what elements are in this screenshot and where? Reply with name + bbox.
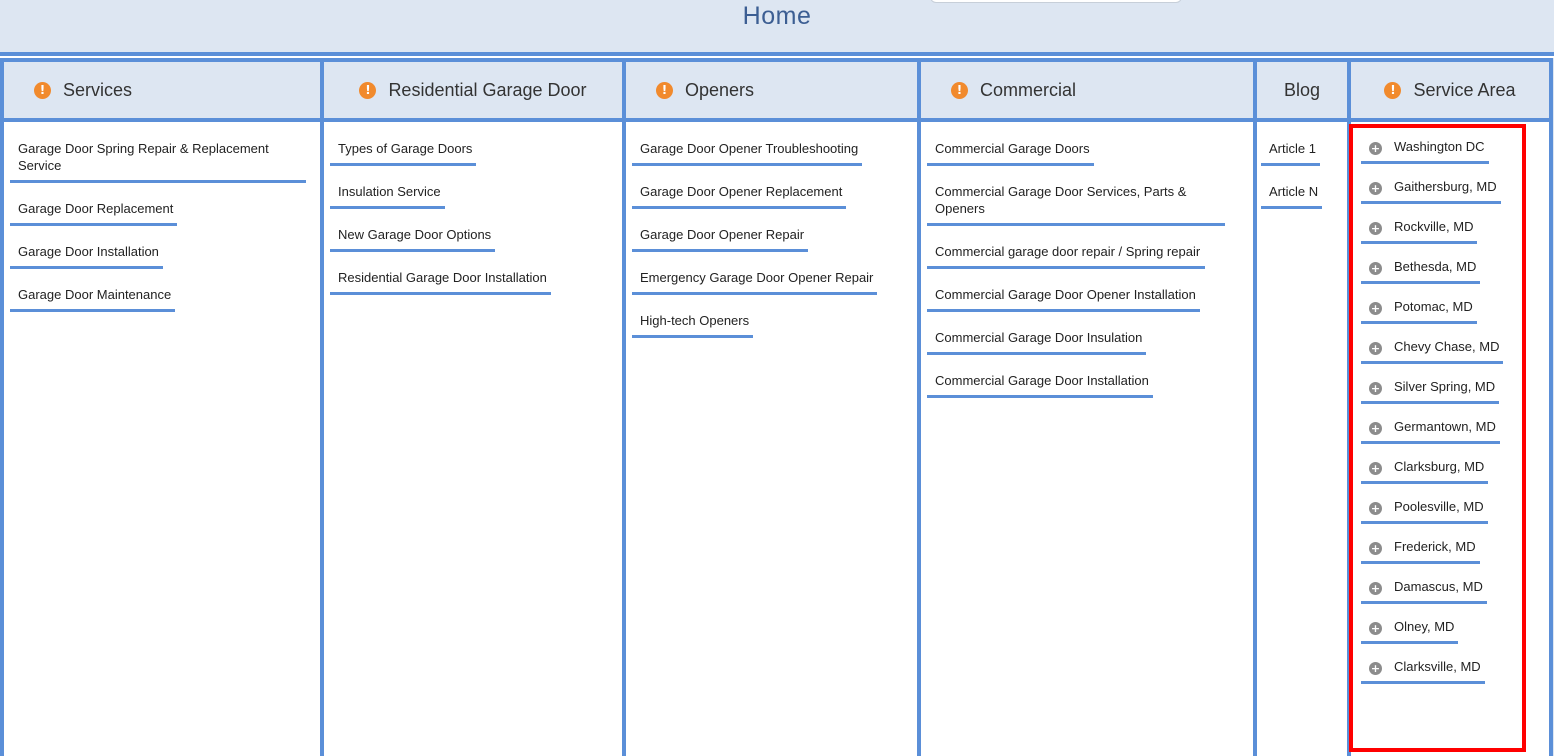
list-item[interactable]: Garage Door Opener Repair [632, 224, 808, 252]
list-item[interactable]: Insulation Service [330, 181, 445, 209]
list-item-label: Clarksburg, MD [1394, 459, 1485, 474]
column-header-blog[interactable] [1257, 58, 1347, 122]
plus-circle-icon[interactable]: + [1370, 502, 1381, 515]
list-item[interactable]: Commercial garage door repair / Spring repair [927, 241, 1205, 269]
list-item[interactable]: Article 1 [1261, 138, 1320, 166]
list-item-label: Bethesda, MD [1394, 259, 1477, 274]
column-title: Residential Garage Door [388, 79, 587, 100]
plus-circle-icon[interactable]: + [1370, 422, 1381, 435]
list-item[interactable]: Emergency Garage Door Opener Repair [632, 267, 877, 295]
list-item[interactable]: Commercial Garage Door Insulation [927, 327, 1146, 355]
list-item[interactable] [1361, 656, 1485, 684]
list-item-label: Poolesville, MD [1394, 499, 1484, 514]
column-items [921, 122, 1253, 756]
list-item[interactable]: Commercial Garage Door Installation [927, 370, 1153, 398]
plus-circle-icon[interactable]: + [1370, 622, 1381, 635]
list-item-label: Silver Spring, MD [1394, 379, 1496, 394]
plus-circle-icon[interactable]: + [1370, 222, 1381, 235]
list-item[interactable]: Commercial Garage Doors [927, 138, 1094, 166]
list-item[interactable] [1361, 616, 1458, 644]
column-residential-garage-door [320, 58, 626, 756]
warning-icon: ! [34, 82, 51, 99]
list-item[interactable]: Types of Garage Doors [330, 138, 476, 166]
list-item[interactable]: Garage Door Spring Repair & Replacement Service [10, 138, 306, 183]
column-items [1257, 122, 1347, 756]
column-items [626, 122, 917, 756]
list-item-label: Chevy Chase, MD [1394, 339, 1500, 354]
plus-circle-icon[interactable]: + [1370, 142, 1381, 155]
list-item[interactable] [1361, 296, 1477, 324]
column-header-commercial[interactable] [921, 58, 1253, 122]
list-item-label: Damascus, MD [1394, 579, 1483, 594]
column-title: Commercial [980, 79, 1077, 100]
column-title: Openers [685, 79, 755, 100]
next-column-edge [1549, 58, 1554, 756]
column-items [4, 122, 320, 756]
warning-icon: ! [656, 82, 673, 99]
list-item[interactable] [1361, 456, 1488, 484]
list-item-label: Frederick, MD [1394, 539, 1476, 554]
home-node[interactable]: Home [742, 2, 812, 30]
plus-circle-icon[interactable]: + [1370, 342, 1381, 355]
list-item[interactable]: Commercial Garage Door Opener Installation [927, 284, 1200, 312]
top-bar [0, 0, 1554, 56]
list-item[interactable]: Article N [1261, 181, 1322, 209]
list-item-label: Germantown, MD [1394, 419, 1496, 434]
column-title: Service Area [1413, 79, 1516, 100]
list-item-label: Potomac, MD [1394, 299, 1473, 314]
list-item[interactable]: New Garage Door Options [330, 224, 495, 252]
plus-circle-icon[interactable]: + [1370, 262, 1381, 275]
column-openers [622, 58, 921, 756]
column-service-area [1347, 58, 1553, 756]
list-item[interactable] [1361, 336, 1503, 364]
plus-circle-icon[interactable]: + [1370, 582, 1381, 595]
warning-icon: ! [359, 82, 376, 99]
column-commercial [917, 58, 1257, 756]
column-items [1351, 122, 1549, 756]
list-item[interactable]: Commercial Garage Door Services, Parts & Openers [927, 181, 1225, 226]
list-item-label: Gaithersburg, MD [1394, 179, 1497, 194]
list-item[interactable] [1361, 256, 1480, 284]
list-item[interactable] [1361, 136, 1489, 164]
list-item[interactable] [1361, 536, 1480, 564]
column-title: Blog [1283, 79, 1321, 100]
plus-circle-icon[interactable]: + [1370, 542, 1381, 555]
list-item[interactable] [1361, 496, 1488, 524]
column-header-services[interactable] [4, 58, 320, 122]
list-item[interactable]: Garage Door Opener Replacement [632, 181, 846, 209]
list-item[interactable]: Garage Door Installation [10, 241, 163, 269]
list-item[interactable]: High-tech Openers [632, 310, 753, 338]
column-header-openers[interactable] [626, 58, 917, 122]
column-header-residential-garage-door[interactable] [324, 58, 622, 122]
column-services [0, 58, 324, 756]
list-item[interactable]: Garage Door Replacement [10, 198, 177, 226]
plus-circle-icon[interactable]: + [1370, 662, 1381, 675]
warning-icon: ! [1384, 82, 1401, 99]
list-item-label: Clarksville, MD [1394, 659, 1481, 674]
list-item[interactable] [1361, 576, 1487, 604]
list-item[interactable]: Garage Door Maintenance [10, 284, 175, 312]
list-item-label: Olney, MD [1394, 619, 1455, 634]
column-title: Services [63, 79, 133, 100]
list-item[interactable]: Garage Door Opener Troubleshooting [632, 138, 862, 166]
plus-circle-icon[interactable]: + [1370, 462, 1381, 475]
column-blog [1253, 58, 1351, 756]
list-item-label: Rockville, MD [1394, 219, 1474, 234]
list-item[interactable] [1361, 416, 1500, 444]
column-header-service-area[interactable] [1351, 58, 1549, 122]
list-item[interactable] [1361, 216, 1477, 244]
list-item-label: Washington DC [1394, 139, 1485, 154]
plus-circle-icon[interactable]: + [1370, 382, 1381, 395]
warning-icon: ! [951, 82, 968, 99]
plus-circle-icon[interactable]: + [1370, 182, 1381, 195]
plus-circle-icon[interactable]: + [1370, 302, 1381, 315]
list-item[interactable] [1361, 376, 1499, 404]
list-item[interactable]: Residential Garage Door Installation [330, 267, 551, 295]
column-items [324, 122, 622, 756]
list-item[interactable] [1361, 176, 1501, 204]
